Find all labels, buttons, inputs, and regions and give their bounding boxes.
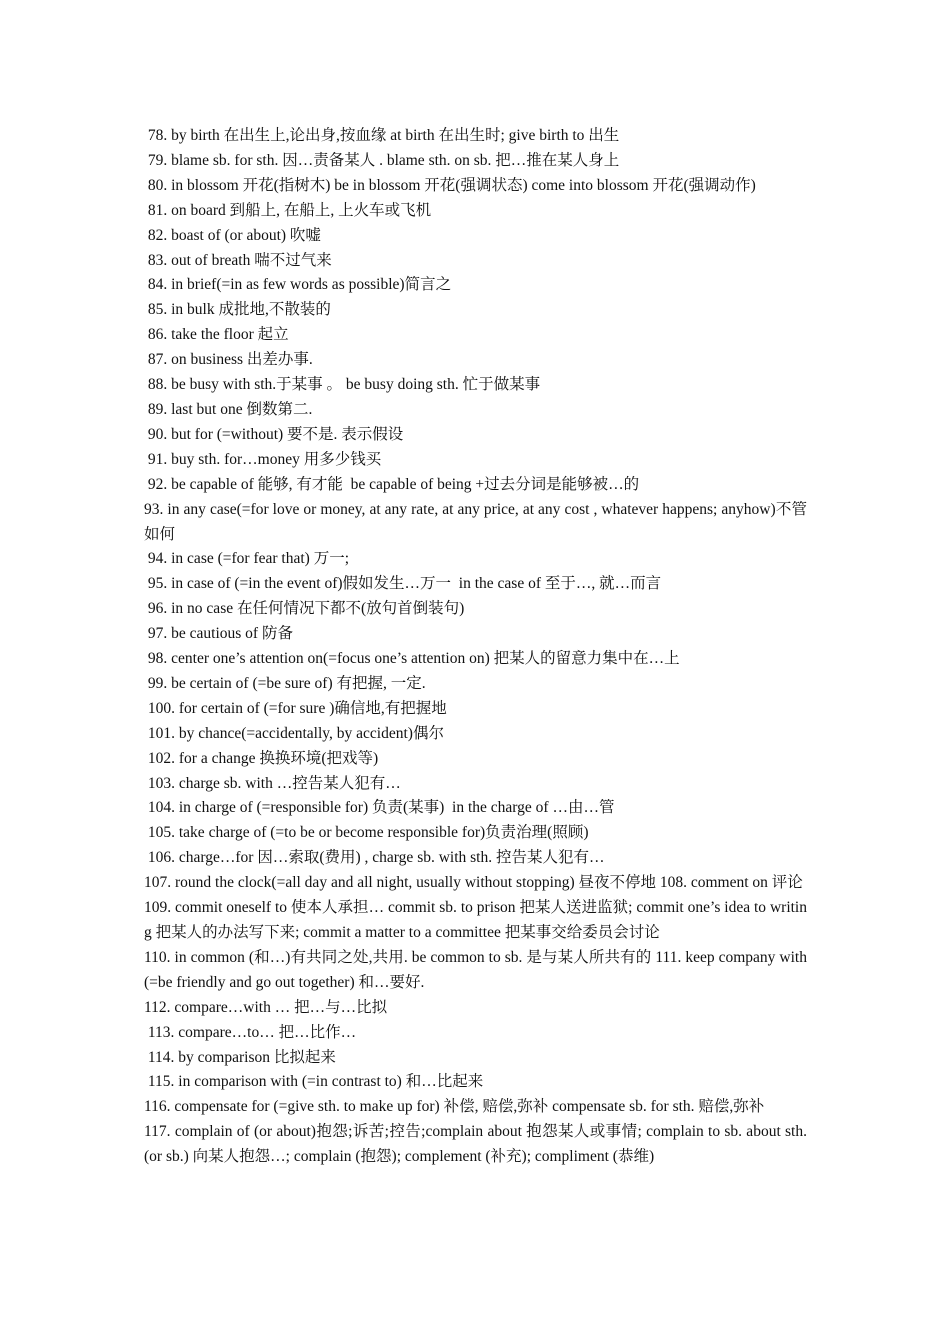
entry-115: 115. in comparison with (=in contrast to) 和…比起来	[144, 1073, 484, 1091]
entry-86: 86. take the floor 起立	[144, 326, 289, 344]
entry-100: 100. for certain of (=for sure )确信地,有把握地	[144, 699, 447, 717]
entry-99: 99. be certain of (=be sure of) 有把握, 一定.	[144, 674, 426, 692]
entry-112: 112. compare…with … 把…与…比拟	[144, 998, 388, 1016]
entry-80: 80. in blossom 开花(指树木) be in blossom 开花(强调状态) come into blossom 开花(强调动作)	[144, 176, 756, 194]
entry-92: 92. be capable of 能够, 有才能 be capable of being +过去分词是能够被…的	[144, 475, 640, 493]
document-page	[144, 124, 807, 1170]
entry-97: 97. be cautious of 防备	[144, 625, 293, 643]
entry-101: 101. by chance(=accidentally, by accident)偶尔	[144, 724, 444, 742]
entry-107-108: 107. round the clock(=all day and all night, usually without stopping) 昼夜不停地 108. comment on 评论	[144, 874, 803, 892]
entry-91: 91. buy sth. for…money 用多少钱买	[144, 450, 382, 468]
entry-82: 82. boast of (or about) 吹嘘	[144, 226, 321, 244]
entry-104: 104. in charge of (=responsible for) 负责(某事) in the charge of …由…管	[144, 799, 615, 817]
entry-93: 93. in any case(=for love or money, at any rate, at any price, at any cost , whatever happens; anyhow)不管如何	[144, 500, 807, 543]
entry-78: 78. by birth 在出生上,论出身,按血缘 at birth 在出生时; give birth to 出生	[144, 127, 620, 144]
entry-83: 83. out of breath 喘不过气来	[144, 251, 332, 269]
entry-90: 90. but for (=without) 要不是. 表示假设	[144, 425, 404, 443]
entry-105: 105. take charge of (=to be or become responsible for)负责治理(照顾)	[144, 824, 589, 842]
entry-95: 95. in case of (=in the event of)假如发生…万一 in the case of 至于…, 就…而言	[144, 575, 662, 593]
entry-110-111: 110. in common (和…)有共同之处,共用. be common to sb. 是与某人所共有的 111. keep company with (=be friendly and go out together) 和…要好.	[144, 948, 807, 991]
entry-84: 84. in brief(=in as few words as possible)简言之	[144, 276, 452, 294]
entry-94: 94. in case (=for fear that) 万一;	[144, 550, 349, 568]
entry-117: 117. complain of (or about)抱怨;诉苦;控告;complain about 抱怨某人或事情; complain to sb. about sth. (or sb.) 向某人抱怨…; complain (抱怨); complement (补充); compliment (恭维)	[144, 1123, 807, 1166]
entry-98: 98. center one’s attention on(=focus one’s attention on) 把某人的留意力集中在…上	[144, 650, 680, 668]
entry-109: 109. commit oneself to 使本人承担… commit sb. to prison 把某人送进监狱; commit one’s idea to writing 把某人的办法写下来; commit a matter to a committee 把某事交给委员会讨论	[144, 899, 807, 941]
entry-79: 79. blame sb. for sth. 因…责备某人 . blame sth. on sb. 把…推在某人身上	[144, 151, 620, 169]
entry-85: 85. in bulk 成批地,不散装的	[144, 301, 331, 319]
entry-81: 81. on board 到船上, 在船上, 上火车或飞机	[144, 201, 432, 219]
entry-102: 102. for a change 换换环境(把戏等)	[144, 749, 379, 767]
entry-114: 114. by comparison 比拟起来	[144, 1048, 336, 1066]
entry-96: 96. in no case 在任何情况下都不(放句首倒装句)	[144, 600, 465, 618]
entry-87: 87. on business 出差办事.	[144, 351, 313, 369]
entry-103: 103. charge sb. with …控告某人犯有…	[144, 774, 401, 792]
entry-106: 106. charge…for 因…索取(费用) , charge sb. with sth. 控告某人犯有…	[144, 849, 605, 867]
entry-88: 88. be busy with sth.于某事 。 be busy doing sth. 忙于做某事	[144, 376, 541, 394]
entry-116: 116. compensate for (=give sth. to make up for) 补偿, 赔偿,弥补 compensate sb. for sth. 赔偿,弥补	[144, 1098, 765, 1116]
entry-89: 89. last but one 倒数第二.	[144, 400, 313, 418]
entry-113: 113. compare…to… 把…比作…	[144, 1023, 357, 1041]
